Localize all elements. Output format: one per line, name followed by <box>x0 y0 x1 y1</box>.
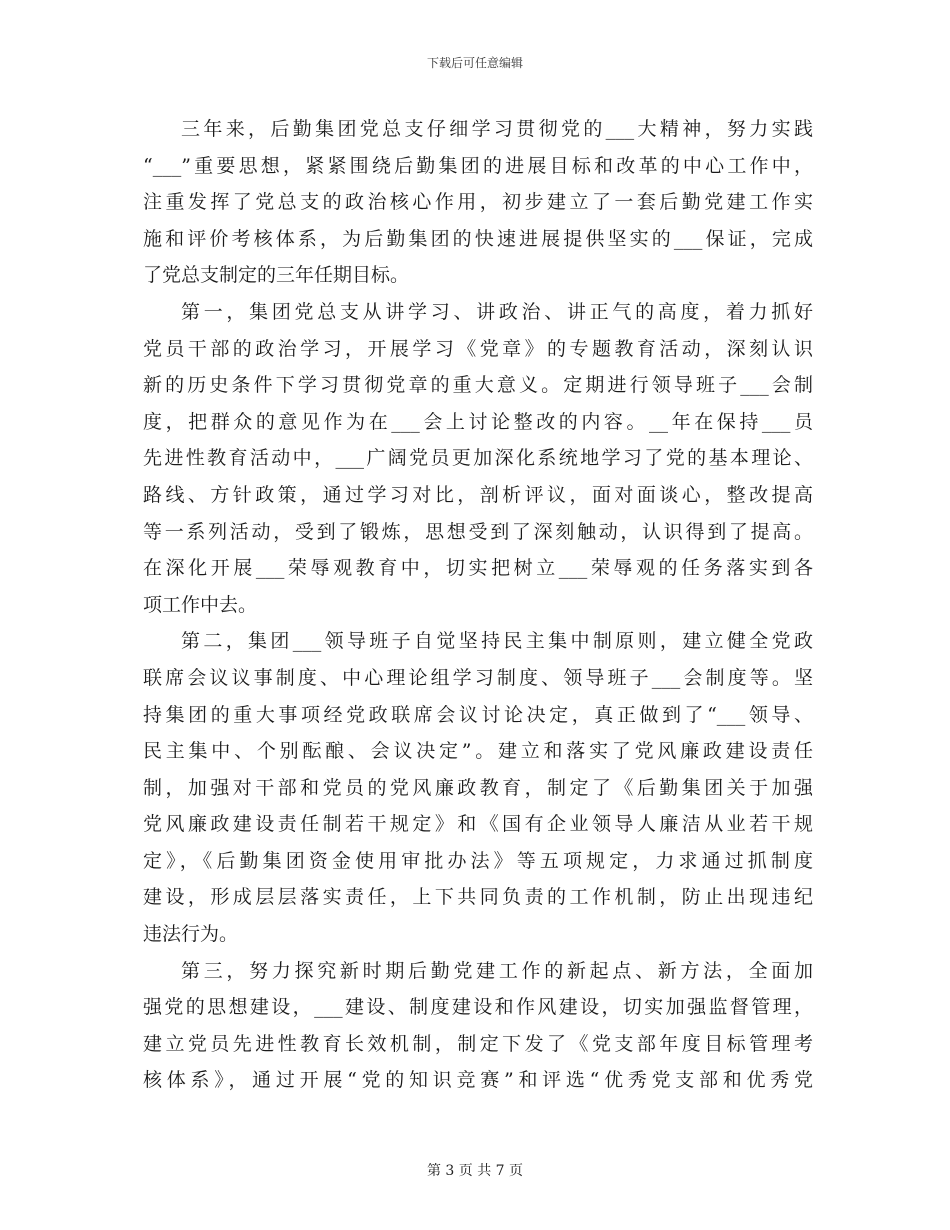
text-line: 路线、方针政策，通过学习对比，剖析评议，面对面谈心，整改提高 <box>143 483 813 506</box>
text-line: 施和评价考核体系，为后勤集团的快速进展提供坚实的___保证，完成 <box>143 227 813 250</box>
text-line: 第三，努力探究新时期后勤党建工作的新起点、新方法，全面加 <box>181 959 813 982</box>
page-header: 下载后可任意编辑 <box>426 56 523 70</box>
text-line: 制，加强对干部和党员的党风廉政教育，制定了《后勤集团关于加强 <box>143 776 813 799</box>
text-line: 联席会议议事制度、中心理论组学习制度、领导班子___会制度等。坚 <box>143 666 813 689</box>
text-line: “___”重要思想，紧紧围绕后勤集团的进展目标和改革的中心工作中， <box>143 154 813 177</box>
text-line: 第二，集团___领导班子自觉坚持民主集中制原则，建立健全党政 <box>181 630 813 653</box>
text-line: 民主集中、个别酝酿、会议决定”。建立和落实了党风廉政建设责任 <box>143 740 813 763</box>
text-line: 项工作中去。 <box>143 593 258 616</box>
text-line: 强党的思想建设，___建设、制度建设和作风建设，切实加强监督管理， <box>143 996 813 1019</box>
text-line: 三年来，后勤集团党总支仔细学习贯彻党的___大精神，努力实践 <box>181 118 813 140</box>
text-line: 定》，《后勤集团资金使用审批办法》等五项规定，力求通过抓制度 <box>143 849 813 872</box>
text-line: 注重发挥了党总支的政治核心作用，初步建立了一套后勤党建工作实 <box>143 191 813 214</box>
text-line: 党员干部的政治学习，开展学习《党章》的专题教育活动，深刻认识 <box>143 337 813 360</box>
text-line: 建立党员先进性教育长效机制，制定下发了《党支部年度目标管理考 <box>143 1032 813 1055</box>
text-line: 了党总支制定的三年任期目标。 <box>143 264 410 287</box>
text-line: 第一，集团党总支从讲学习、讲政治、讲正气的高度，着力抓好 <box>181 300 813 323</box>
text-line: 新的历史条件下学习贯彻党章的重大意义。定期进行领导班子___会制 <box>143 374 813 397</box>
text-line: 建设，形成层层落实责任，上下共同负责的工作机制，防止出现违纪 <box>143 886 813 909</box>
page-number: 第 3 页 共 7 页 <box>426 1163 524 1179</box>
text-line: 违法行为。 <box>143 923 239 946</box>
text-line: 在深化开展___荣辱观教育中，切实把树立___荣辱观的任务落实到各 <box>143 557 813 580</box>
text-line: 等一系列活动，受到了锻炼，思想受到了深刻触动，认识得到了提高。 <box>143 520 813 543</box>
document-body <box>143 111 813 1099</box>
text-line: 度，把群众的意见作为在___会上讨论整改的内容。__年在保持___员 <box>143 410 813 433</box>
text-line: 核体系》，通过开展“党的知识竞赛”和评选“优秀党支部和优秀党 <box>143 1069 813 1092</box>
text-line: 先进性教育活动中，___广阔党员更加深化系统地学习了党的基本理论、 <box>143 447 813 470</box>
text-line: 党风廉政建设责任制若干规定》和《国有企业领导人廉洁从业若干规 <box>143 813 813 836</box>
text-line: 持集团的重大事项经党政联席会议讨论决定，真正做到了“___领导、 <box>143 703 813 726</box>
